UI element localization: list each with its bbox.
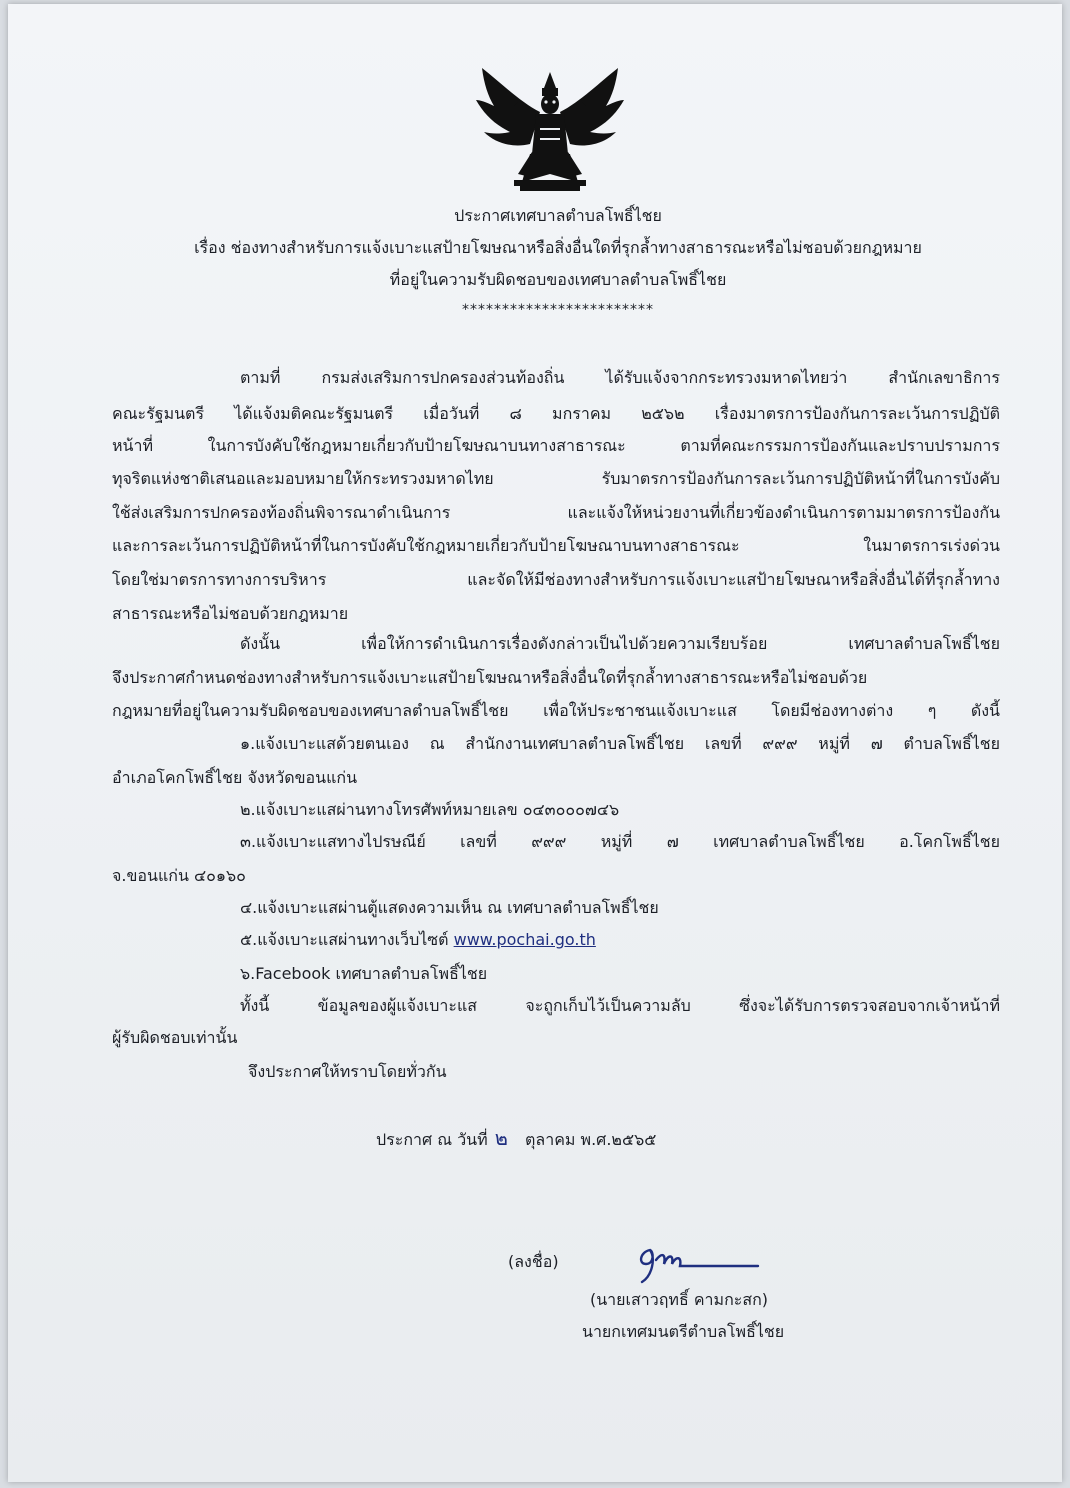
header-divider: ************************	[462, 302, 654, 318]
channel-item-5	[240, 928, 596, 952]
para1-line: ทุจริตแห่งชาติเสนอและมอบหมายให้กระทรวงมหาดไทย รับมาตรการป้องกันการละเว้นการปฏิบัติหน้าที่ในการบังคับ	[112, 469, 1000, 488]
signer-title: นายกเทศมนตรีตำบลโพธิ์ไชย	[582, 1322, 785, 1341]
announcement-month-year: ตุลาคม พ.ศ.๒๕๖๕	[525, 1130, 657, 1149]
channel-item-4: ๔.แจ้งเบาะแสผ่านตู้แสดงความเห็น ณ เทศบาลตำบลโพธิ์ไชย	[240, 898, 659, 917]
announcement-date-prefix: ประกาศ ณ วันที่	[376, 1130, 488, 1149]
signed-label: (ลงชื่อ)	[508, 1252, 559, 1271]
para2-line: ดังนั้น เพื่อให้การดำเนินการเรื่องดังกล่าวเป็นไปด้วยความเรียบร้อย เทศบาลตำบลโพธิ์ไชย	[240, 634, 1000, 653]
announcement-date	[376, 1126, 656, 1152]
channel-item-5-label: ๕.แจ้งเบาะแสผ่านทางเว็บไซต์	[240, 930, 454, 949]
para2-line: กฎหมายที่อยู่ในความรับผิดชอบของเทศบาลตำบลโพธิ์ไชย เพื่อให้ประชาชนแจ้งเบาะแส โดยมีช่องทางต่าง ๆ ดังนี้	[112, 701, 1000, 720]
document-page	[8, 4, 1062, 1482]
para1-line: โดยใช่มาตรการทางการบริหาร และจัดให้มีช่องทางสำหรับการแจ้งเบาะแสป้ายโฆษณาหรือสิ่งอื่นได้ที่รุกล้ำทาง	[112, 570, 1000, 589]
channel-item-1: ๑.แจ้งเบาะแสด้วยตนเอง ณ สำนักงานเทศบาลตำบลโพธิ์ไชย เลขที่ ๙๙๙ หมู่ที่ ๗ ตำบลโพธิ์ไชย	[240, 734, 1000, 753]
closing-statement: จึงประกาศให้ทราบโดยทั่วกัน	[248, 1062, 447, 1081]
subject-line-2: ที่อยู่ในความรับผิดชอบของเทศบาลตำบลโพธิ์ไชย	[389, 270, 727, 289]
para1-line: หน้าที่ ในการบังคับใช้กฎหมายเกี่ยวกับป้ายโฆษณาบนทางสาธารณะ ตามที่คณะกรรมการป้องกันและปราบปรามการ	[112, 436, 1000, 455]
para1-line: ใช้ส่งเสริมการปกครองท้องถิ่นพิจารณาดำเนินการ และแจ้งให้หน่วยงานที่เกี่ยวข้องดำเนินการตามมาตรการป้องกัน	[112, 503, 1000, 522]
para1-line: และการละเว้นการปฏิบัติหน้าที่ในการบังคับใช้กฎหมายเกี่ยวกับป้ายโฆษณาบนทางสาธารณะ ในมาตรการเร่งด่วน	[112, 536, 1000, 555]
website-link[interactable]: www.pochai.go.th	[453, 930, 596, 949]
channel-item-6: ๖.Facebook เทศบาลตำบลโพธิ์ไชย	[240, 964, 488, 983]
para2-line: จึงประกาศกำหนดช่องทางสำหรับการแจ้งเบาะแสป้ายโฆษณาหรือสิ่งอื่นใดที่รุกล้ำทางสาธารณะหรือไม่ชอบด้วย	[112, 668, 868, 687]
para1-line: คณะรัฐมนตรี ได้แจ้งมติคณะรัฐมนตรี เมื่อวันที่ ๘ มกราคม ๒๕๖๒ เรื่องมาตรการป้องกันการละเว้นการปฏิบัติ	[112, 404, 1000, 423]
para1-line: สาธารณะหรือไม่ชอบด้วยกฎหมาย	[112, 604, 349, 623]
garuda-emblem-icon	[470, 62, 630, 197]
subject-line-1: เรื่อง ช่องทางสำหรับการแจ้งเบาะแสป้ายโฆษณาหรือสิ่งอื่นใดที่รุกล้ำทางสาธารณะหรือไม่ชอบด้วยกฎหมาย	[194, 238, 922, 257]
signer-name: (นายเสาวฤทธิ์ คามกะสก)	[590, 1290, 769, 1309]
channel-item-3: ๓.แจ้งเบาะแสทางไปรษณีย์ เลขที่ ๙๙๙ หมู่ที่ ๗ เทศบาลตำบลโพธิ์ไชย อ.โคกโพธิ์ไชย	[240, 832, 1000, 851]
privacy-note-cont: ผู้รับผิดชอบเท่านั้น	[112, 1028, 238, 1047]
document-title: ประกาศเทศบาลตำบลโพธิ์ไชย	[454, 206, 662, 225]
announcement-day: ๒	[494, 1126, 508, 1150]
para1-line: ตามที่ กรมส่งเสริมการปกครองส่วนท้องถิ่น ได้รับแจ้งจากกระทรวงมหาดไทยว่า สำนักเลขาธิการ	[240, 368, 1000, 387]
signature-image	[632, 1242, 762, 1286]
privacy-note: ทั้งนี้ ข้อมูลของผู้แจ้งเบาะแส จะถูกเก็บไว้เป็นความลับ ซึ่งจะได้รับการตรวจสอบจากเจ้าหน้าที่	[240, 996, 1000, 1015]
channel-item-2: ๒.แจ้งเบาะแสผ่านทางโทรศัพท์หมายเลข ๐๔๓๐๐๐๗๔๖	[240, 800, 620, 819]
channel-item-1-cont: อำเภอโคกโพธิ์ไชย จังหวัดขอนแก่น	[112, 768, 358, 787]
channel-item-3-cont: จ.ขอนแก่น ๔๐๑๖๐	[112, 866, 246, 885]
